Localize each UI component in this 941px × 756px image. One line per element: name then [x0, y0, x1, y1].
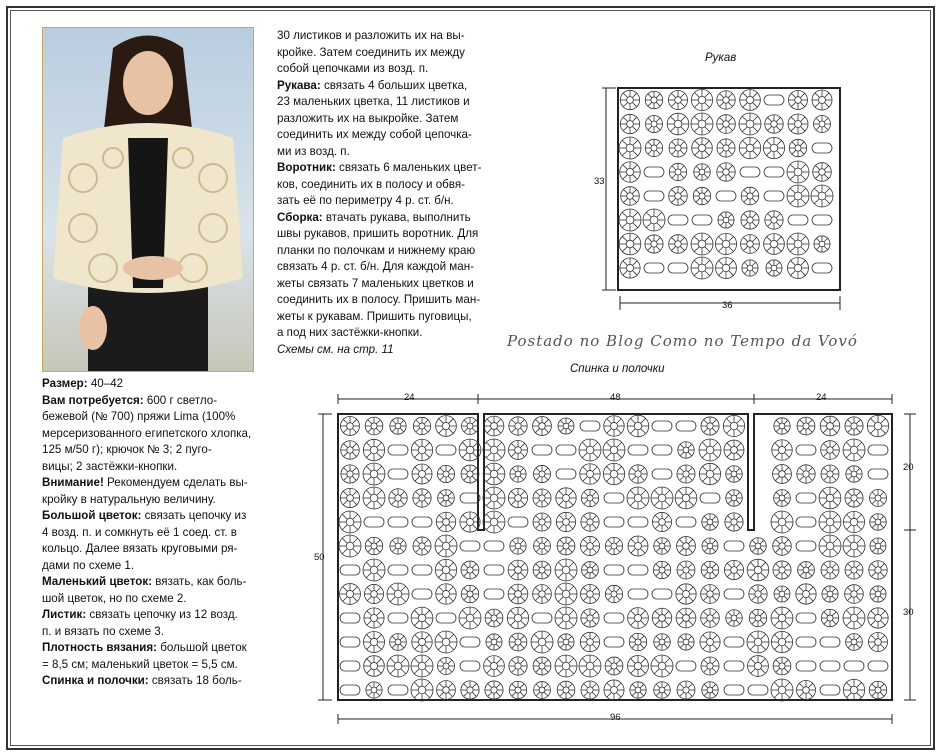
leaf-motif	[340, 565, 360, 575]
text-line: вицы; 2 застёжки-кнопки.	[42, 459, 178, 473]
leaf-motif	[364, 517, 384, 527]
leaf-motif	[796, 661, 816, 671]
text-line: Спинка и полочки: связать 18 боль-	[42, 674, 242, 687]
leaf-motif	[604, 565, 624, 575]
leaf-motif	[484, 565, 504, 575]
leaf-motif	[764, 167, 784, 177]
leaf-motif	[652, 445, 672, 455]
leaf-motif	[796, 445, 816, 455]
text-line: жеты связать 7 маленьких цветков и	[277, 276, 474, 290]
leaf-motif	[388, 517, 408, 527]
leaf-motif	[764, 95, 784, 105]
schemes-note: Схемы см. на стр. 11	[277, 342, 394, 356]
leaf-motif	[484, 589, 504, 599]
text-line: Плотность вязания: большой цветок	[42, 641, 247, 654]
leaf-motif	[388, 613, 408, 623]
leaf-motif	[812, 215, 832, 225]
leaf-motif	[412, 517, 432, 527]
text-line: Размер: 40–42	[42, 377, 124, 390]
leaf-motif	[340, 661, 360, 671]
text-line: дами по схеме 1.	[42, 558, 135, 572]
leaf-motif	[460, 661, 480, 671]
leaf-motif	[844, 661, 864, 671]
leaf-motif	[820, 685, 840, 695]
text-line: бежевой (№ 700) пряжи Lima (100%	[42, 410, 236, 423]
leaf-motif	[724, 637, 744, 647]
leaf-motif	[652, 469, 672, 479]
text-line: Рукава: связать 4 больших цветка,	[277, 78, 468, 92]
leaf-motif	[388, 685, 408, 695]
body-height-label: 50	[314, 552, 325, 563]
leaf-motif	[644, 263, 664, 273]
leaf-motif	[412, 589, 432, 599]
leaf-motif	[724, 685, 744, 695]
leaf-motif	[628, 565, 648, 575]
text-line: Сборка: втачать рукава, выполнить	[277, 210, 471, 224]
text-line: соединить их в полосу. Пришить ман-	[277, 293, 481, 306]
leaf-motif	[436, 445, 456, 455]
sleeve-title: Рукав	[705, 52, 737, 64]
text-line: зать её по периметру 4 р. ст. б/н.	[277, 194, 454, 207]
text-line: ми из возд. п.	[277, 144, 350, 158]
leaf-motif	[788, 215, 808, 225]
leaf-motif	[628, 445, 648, 455]
leaf-motif	[460, 541, 480, 551]
leaf-motif	[796, 541, 816, 551]
leaf-motif	[556, 445, 576, 455]
leaf-motif	[412, 565, 432, 575]
leaf-motif	[604, 613, 624, 623]
leaf-motif	[820, 661, 840, 671]
text-line: собой цепочками из возд. п.	[277, 62, 429, 75]
leaf-motif	[340, 685, 360, 695]
leaf-motif	[484, 541, 504, 551]
body-top-right-label: 24	[816, 392, 827, 403]
body-right-bottom-label: 30	[903, 607, 914, 618]
leaf-motif	[388, 469, 408, 479]
text-line: кройке. Затем соединить их между	[277, 45, 465, 59]
leaf-motif	[556, 469, 576, 479]
text-line: а под них застёжки-кнопки.	[277, 326, 423, 339]
leaf-motif	[604, 637, 624, 647]
body-top-left-label: 24	[404, 392, 415, 403]
leaf-motif	[388, 445, 408, 455]
blog-watermark: Postado no Blog Como no Tempo da Vovó	[507, 332, 858, 350]
leaf-motif	[868, 661, 888, 671]
text-line: разложить их на выкройке. Затем	[277, 111, 459, 125]
leaf-motif	[676, 517, 696, 527]
leaf-motif	[644, 167, 664, 177]
leaf-motif	[436, 613, 456, 623]
text-line: планки по полочкам и нижнему краю	[277, 243, 476, 257]
text-line: кройку в натуральную величину.	[42, 492, 216, 506]
text-line: Большой цветок: связать цепочку из	[42, 509, 247, 522]
leaf-motif	[532, 445, 552, 455]
leaf-motif	[820, 637, 840, 647]
leaf-motif	[668, 263, 688, 273]
text-line: Воротник: связать 6 маленьких цвет-	[277, 161, 482, 174]
leaf-motif	[532, 613, 552, 623]
text-line: кольцо. Далее вязать круговыми ря-	[42, 542, 238, 555]
leaf-motif	[460, 637, 480, 647]
sleeve-width-label: 36	[722, 300, 733, 311]
body-title: Спинка и полочки	[570, 363, 665, 375]
leaf-motif	[868, 445, 888, 455]
leaf-motif	[796, 637, 816, 647]
leaf-motif	[388, 565, 408, 575]
text-line: = 8,5 см; маленький цветок = 5,5 см.	[42, 657, 238, 671]
text-line: 23 маленьких цветка, 11 листиков и	[277, 95, 470, 108]
text-line: ков, соединить их в полосу и обвя-	[277, 177, 465, 191]
leaf-motif	[340, 637, 360, 647]
text-line: 4 возд. п. и сомкнуть её 1 соед. ст. в	[42, 525, 237, 539]
leaf-motif	[652, 589, 672, 599]
leaf-motif	[692, 215, 712, 225]
leaf-motif	[628, 517, 648, 527]
text-line: Внимание! Рекомендуем сделать вы-	[42, 476, 248, 489]
leaf-motif	[628, 589, 648, 599]
leaf-motif	[812, 263, 832, 273]
leaf-motif	[604, 517, 624, 527]
leaf-motif	[700, 493, 720, 503]
text-line: Вам потребуется: 600 г светло-	[42, 393, 218, 407]
text-line: швы рукавов, пришить воротник. Для	[277, 227, 479, 240]
body-bottom-label: 96	[610, 712, 621, 723]
leaf-motif	[796, 613, 816, 623]
leaf-motif	[340, 613, 360, 623]
leaf-motif	[724, 589, 744, 599]
leaf-motif	[668, 215, 688, 225]
leaf-motif	[796, 493, 816, 503]
text-line: 30 листиков и разложить их на вы-	[277, 29, 465, 42]
leaf-motif	[868, 469, 888, 479]
body-right-top-label: 20	[903, 462, 914, 473]
text-line: соединить их между собой цепочка-	[277, 128, 472, 141]
text-line: связать 4 р. ст. б/н. Для каждой ман-	[277, 260, 474, 273]
leaf-motif	[812, 143, 832, 153]
text-line: п. и вязать по схеме 3.	[42, 624, 164, 638]
leaf-motif	[652, 421, 672, 431]
leaf-motif	[716, 191, 736, 201]
text-line: шой цветок, но по схеме 2.	[42, 591, 187, 605]
leaf-motif	[796, 517, 816, 527]
leaf-motif	[508, 517, 528, 527]
text-line: Маленький цветок: вязать, как боль-	[42, 575, 247, 588]
leaf-motif	[644, 191, 664, 201]
leaf-motif	[580, 421, 600, 431]
text-line: жеты к рукавам. Пришить пуговицы,	[277, 309, 472, 323]
leaf-motif	[604, 493, 624, 503]
leaf-motif	[740, 167, 760, 177]
leaf-motif	[724, 661, 744, 671]
leaf-motif	[676, 661, 696, 671]
sleeve-height-label: 33	[594, 176, 605, 187]
text-line: мерсеризованного египетского хлопка, 125 м/50 г); крючок № 3; 2 пуго-	[42, 426, 252, 456]
body-top-mid-label: 48	[610, 392, 621, 403]
leaf-motif	[724, 541, 744, 551]
leaf-motif	[676, 421, 696, 431]
leaf-motif	[748, 685, 768, 695]
leaf-motif	[764, 191, 784, 201]
text-line: Листик: связать цепочку из 12 возд.	[42, 608, 238, 621]
